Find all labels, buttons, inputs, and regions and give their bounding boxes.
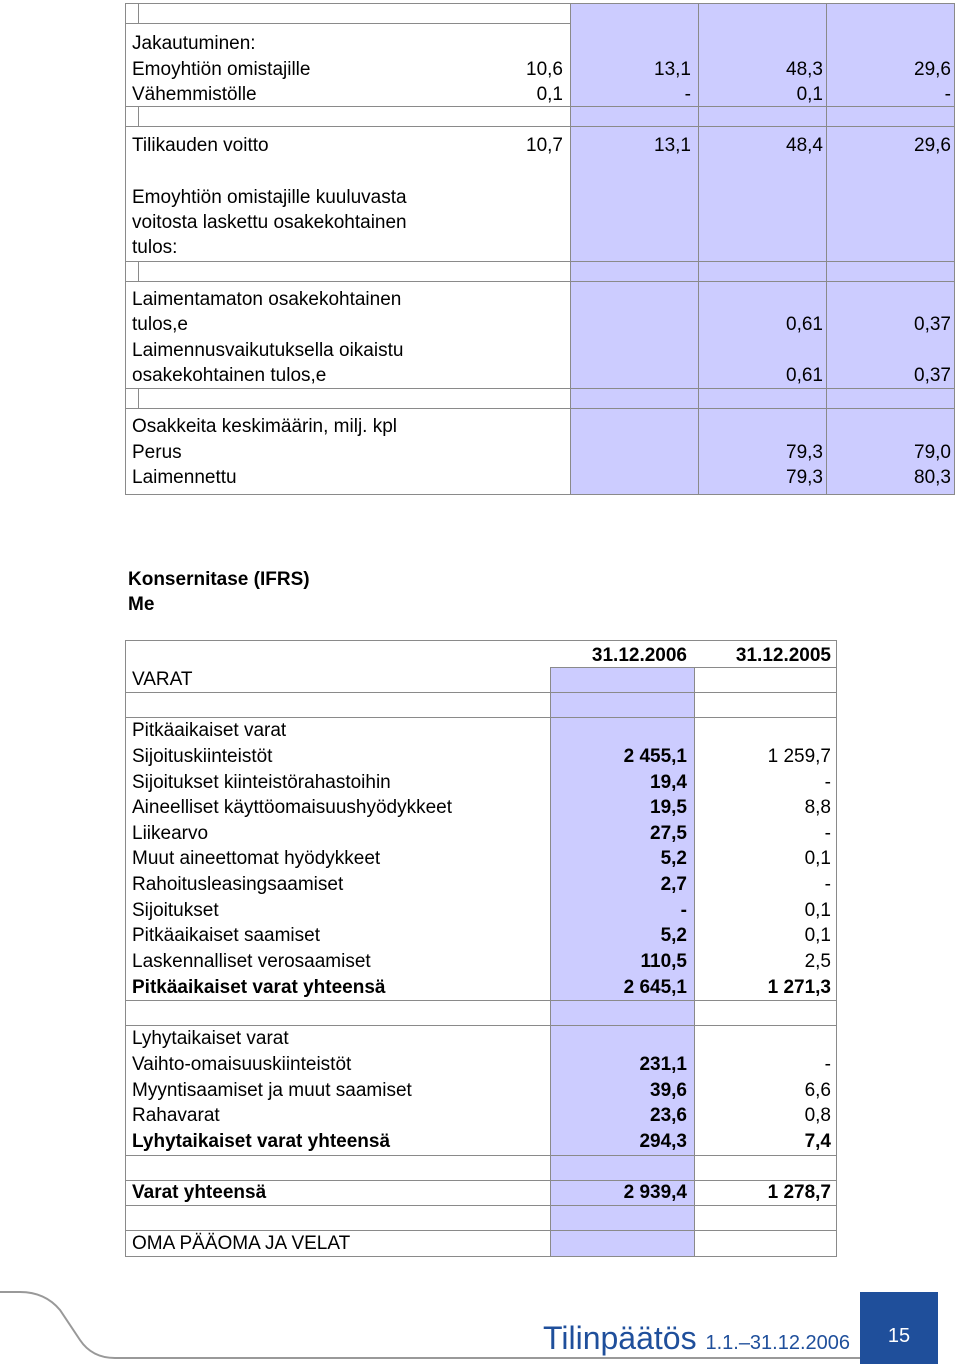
row-label: Sijoitukset kiinteistörahastoihin [132,771,391,793]
cell-value: 79,0 [914,442,951,463]
row-label: Laimennettu [132,467,237,488]
cell-value: 0,8 [804,1105,831,1127]
row-label: Vähemmistölle [132,84,257,105]
row-label: Vaihto-omaisuuskiinteistöt [132,1054,352,1075]
cell-value: 0,61 [786,314,823,335]
cell-value: 19,4 [650,771,687,793]
cell-value: 231,1 [639,1054,687,1075]
cell-value: 13,1 [654,135,691,156]
column-header-2006: 31.12.2006 [591,645,687,666]
page-number: 15 [887,1325,911,1347]
row-label: Aineelliset käyttöomaisuushyödykkeet [132,797,453,819]
eps-heading: Emoyhtiön omistajille kuuluvasta [132,187,407,208]
row-label: Laskennalliset verosaamiset [132,950,371,972]
profit-label: Tilikauden voitto [132,135,269,156]
cell-value: 0,1 [804,899,831,921]
row-label: Sijoitukset [132,899,219,921]
cell-value: 80,3 [914,467,951,488]
row-label: Rahavarat [132,1105,220,1127]
cell-value: 13,1 [654,59,691,80]
row-label: Emoyhtiön omistajille [132,59,311,80]
assets-total-label: Varat yhteensä [132,1182,267,1203]
cell-value: - [684,84,691,105]
cell-value: 5,2 [660,925,687,947]
cell-value: 48,4 [786,135,823,156]
row-label: Myyntisaamiset ja muut saamiset [132,1079,412,1101]
cell-value: 79,3 [786,467,823,488]
noncurrent-total-label: Pitkäaikaiset varat yhteensä [132,977,386,998]
current-heading: Lyhytaikaiset varat [132,1028,289,1049]
cell-value: 39,6 [650,1079,687,1101]
footer-title-period: 1.1.–31.12.2006 [705,1332,851,1354]
cell-value: 1 278,7 [767,1182,831,1203]
eps-heading: tulos: [132,237,178,258]
footer-title [543,1318,850,1363]
equity-heading: OMA PÄÄOMA JA VELAT [132,1233,351,1254]
cell-value: 110,5 [640,950,687,972]
cell-value: 2,7 [660,874,687,895]
eps-diluted-label: osakekohtainen tulos,e [132,365,327,386]
cell-value: 5,2 [660,848,687,870]
cell-value: 0,37 [914,365,951,386]
cell-value: 48,3 [786,59,823,80]
cell-value: 7,4 [804,1131,831,1152]
cell-value: 0,1 [804,848,831,870]
cell-value: 10,6 [526,59,563,80]
cell-value: 29,6 [914,59,951,80]
distribution-heading: Jakautuminen: [132,33,256,54]
row-label: Rahoitusleasingsaamiset [132,874,344,895]
cell-value: 2 455,1 [623,746,687,767]
cell-value: 23,6 [650,1105,687,1127]
column-header-2005: 31.12.2005 [735,645,831,666]
cell-value: 0,61 [786,365,823,386]
cell-value: 2 939,4 [623,1182,687,1203]
cell-value: 294,3 [639,1131,687,1152]
cell-value: 1 271,3 [767,977,831,998]
cell-value: - [944,84,951,105]
cell-value: 0,37 [914,314,951,335]
cell-value: 1 259,7 [767,746,831,767]
cell-value: 8,8 [804,797,831,819]
row-label: Sijoituskiinteistöt [132,746,273,767]
eps-heading: voitosta laskettu osakekohtainen [132,212,407,233]
cell-value: 0,1 [796,84,823,105]
row-label: Pitkäaikaiset saamiset [132,925,320,947]
shares-heading: Osakkeita keskimäärin, milj. kpl [132,416,398,437]
row-label: Liikearvo [132,822,209,844]
balance-unit: Me [128,594,155,615]
cell-value: - [824,822,831,844]
cell-value: - [824,1054,831,1075]
noncurrent-heading: Pitkäaikaiset varat [132,720,287,741]
cell-value: 2 645,1 [623,977,687,998]
cell-value: 29,6 [914,135,951,156]
cell-value: - [824,874,831,895]
cell-value: 27,5 [650,822,687,844]
cell-value: 2,5 [804,950,831,972]
cell-value: 0,1 [536,84,563,105]
assets-heading: VARAT [132,669,193,690]
cell-value: - [680,899,687,921]
eps-diluted-label: Laimennusvaikutuksella oikaistu [132,340,404,361]
current-total-label: Lyhytaikaiset varat yhteensä [132,1131,391,1152]
row-label: Perus [132,442,182,463]
row-label: Muut aineettomat hyödykkeet [132,848,381,870]
footer-title-main: Tilinpäätös [543,1320,697,1356]
cell-value: 0,1 [804,925,831,947]
eps-basic-label: Laimentamaton osakekohtainen [132,289,402,310]
cell-value: 79,3 [786,442,823,463]
cell-value: 6,6 [804,1079,831,1101]
cell-value: - [824,771,831,793]
cell-value: 10,7 [526,135,563,156]
eps-basic-label: tulos,e [132,314,188,335]
cell-value: 19,5 [650,797,687,819]
balance-title: Konsernitase (IFRS) [128,569,310,590]
